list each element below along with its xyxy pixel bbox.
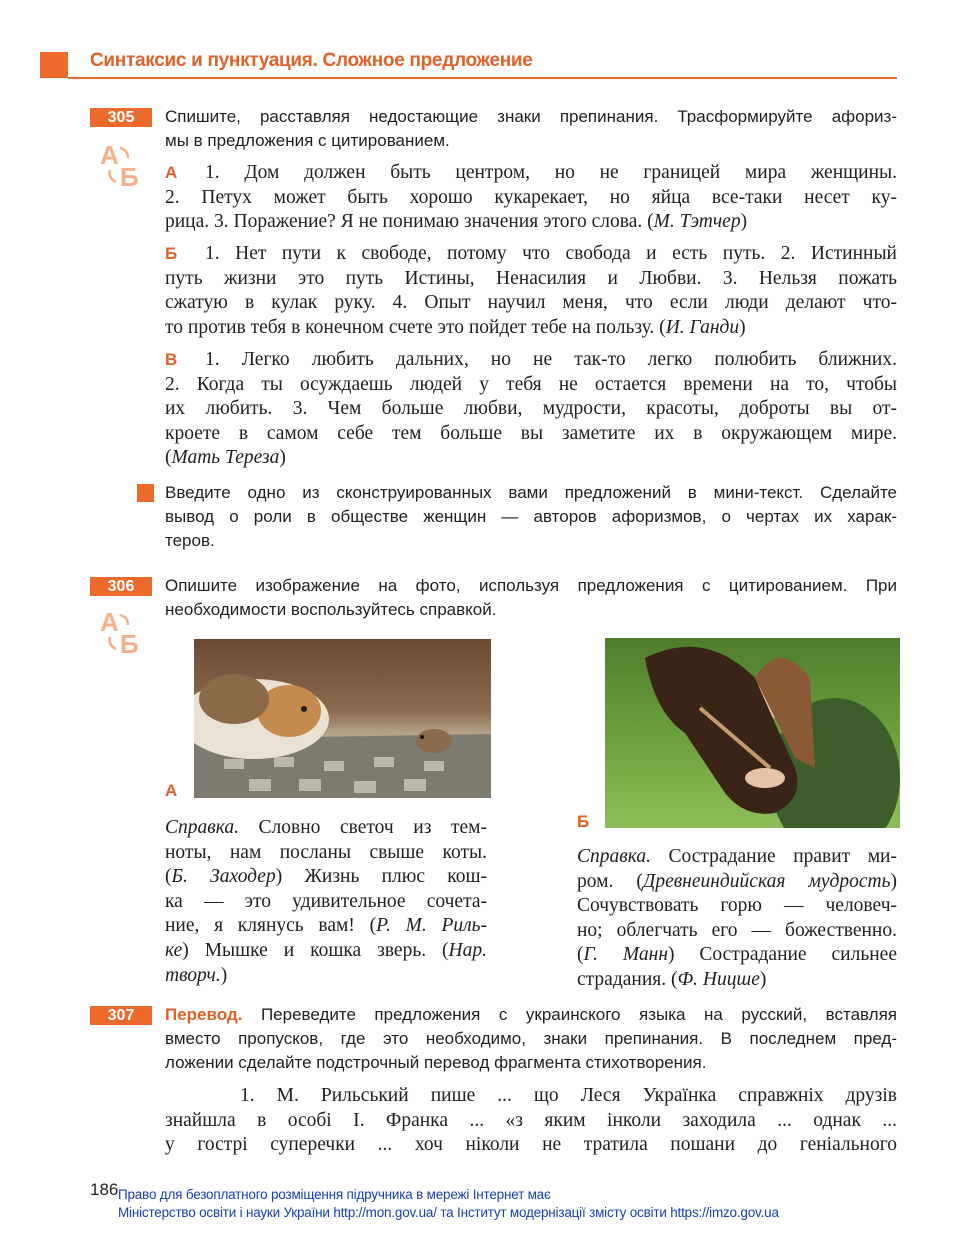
text-segment: ) bbox=[739, 316, 746, 338]
text-segment: у гострі суперечки ... хоч ніколи не тратила пошани до геніального bbox=[165, 1134, 897, 1156]
text-segment: Р. М. Риль- bbox=[376, 915, 487, 937]
text-segment: ) bbox=[220, 964, 228, 986]
text-line bbox=[165, 446, 897, 471]
photo-girl-with-horse bbox=[605, 638, 900, 828]
text-segment: Словно светоч из тем- bbox=[238, 817, 487, 838]
text-line bbox=[165, 210, 897, 235]
text-segment: ) bbox=[279, 447, 286, 469]
extra-task-marker bbox=[137, 484, 154, 502]
text-line bbox=[165, 529, 897, 553]
text-segment: ) bbox=[890, 870, 897, 892]
text-line bbox=[165, 914, 487, 939]
text-segment: вместо пропусков, где это необходимо, знаки препинания. В последнем пред- bbox=[165, 1029, 897, 1048]
text-line bbox=[165, 598, 897, 622]
text-line bbox=[577, 919, 897, 944]
text-line bbox=[165, 186, 897, 211]
text-line bbox=[165, 267, 897, 292]
text-line bbox=[165, 397, 897, 422]
text-line bbox=[165, 105, 897, 129]
text-segment: сжатую в кулак руку. 4. Опыт научил меня, что если люди делают что- bbox=[165, 292, 897, 314]
text-segment: 1. Нет пути к свободе, потому что свобода и есть путь. 2. Истинный bbox=[205, 243, 897, 264]
chapter-title: Синтаксис и пунктуация. Сложное предложение bbox=[90, 50, 533, 71]
text-segment: кроете в самом себе тем больше вы заметите их в окружающем мире. bbox=[165, 422, 897, 444]
text-segment: ( bbox=[165, 866, 172, 888]
text-line bbox=[165, 373, 897, 398]
text-segment: Справка. bbox=[165, 817, 239, 838]
text-segment: ( bbox=[577, 944, 584, 966]
text-segment: ложении сделайте подстрочный перевод фрагмента стихотворения. bbox=[165, 1053, 707, 1072]
text-segment: путь жизни это путь Истины, Ненасилия и Любви. 3. Нельзя пожать bbox=[165, 267, 897, 289]
text-line bbox=[165, 1109, 897, 1134]
text-line bbox=[165, 291, 897, 316]
ab-icon-letter-a: А bbox=[100, 140, 119, 170]
text-segment: их любить. 3. Чем больше любви, мудрости, красоты, доброты вы от- bbox=[165, 398, 897, 420]
text-line bbox=[165, 242, 897, 267]
extra-task bbox=[165, 481, 897, 553]
text-segment: ) bbox=[759, 968, 767, 990]
text-segment: Б. Заходер bbox=[171, 866, 276, 888]
page-number: 186 bbox=[90, 1180, 119, 1199]
text-line bbox=[165, 1051, 897, 1075]
text-segment: ка — это удивительное сочета- bbox=[165, 890, 487, 912]
text-line bbox=[165, 129, 897, 153]
exercise-number-307: 307 bbox=[90, 1006, 152, 1025]
text-line bbox=[165, 841, 487, 866]
text-segment: страдания. ( bbox=[577, 968, 678, 990]
text-line bbox=[165, 316, 897, 341]
text-segment: Сострадание правит ми- bbox=[650, 846, 897, 867]
ab-icon-letter-b: Б bbox=[120, 162, 139, 190]
group-v-text bbox=[165, 348, 897, 471]
photo-a-caption bbox=[165, 816, 487, 988]
text-line bbox=[577, 870, 897, 895]
text-line bbox=[165, 939, 487, 964]
text-line bbox=[165, 1133, 897, 1158]
text-segment: ) Жизнь плюс кош- bbox=[275, 866, 487, 888]
text-line bbox=[577, 845, 897, 870]
text-line bbox=[165, 1003, 897, 1027]
group-b-text bbox=[165, 242, 897, 340]
photo-cat-and-mouse bbox=[194, 639, 491, 798]
group-a-text bbox=[165, 161, 897, 235]
text-segment: ноты, нам посланы свыше коты. bbox=[165, 841, 487, 863]
group-b-letter: Б bbox=[165, 244, 178, 263]
text-line bbox=[165, 890, 487, 915]
text-segment: ) Мышке и кошка зверь. ( bbox=[182, 939, 449, 961]
exercise-307-text bbox=[165, 1084, 897, 1158]
text-segment: вывод о роли в обществе женщин — авторов афоризмов, о чертах их харак- bbox=[165, 507, 897, 526]
text-line bbox=[165, 422, 897, 447]
group-a bbox=[165, 161, 897, 235]
text-segment: ) Сострадание сильнее bbox=[668, 944, 897, 966]
text-segment: Спишите, расставляя недостающие знаки препинания. Трасформируйте афориз- bbox=[165, 107, 897, 126]
text-line bbox=[165, 865, 487, 890]
text-segment: М. Тэтчер bbox=[653, 211, 741, 233]
text-line bbox=[577, 943, 897, 968]
text-line bbox=[577, 894, 897, 919]
text-segment: Введите одно из сконструированных вами предложений в мини-текст. Сделайте bbox=[165, 483, 897, 502]
photo-b-caption bbox=[577, 845, 897, 993]
group-v bbox=[165, 348, 897, 471]
text-segment: Г. Манн bbox=[583, 944, 668, 966]
group-v-letter: В bbox=[165, 350, 178, 369]
text-segment: Нар. bbox=[448, 939, 487, 961]
text-line bbox=[165, 1084, 897, 1109]
text-segment: ние, я клянусь вам! ( bbox=[165, 915, 377, 937]
text-line bbox=[165, 574, 897, 598]
exercise-307-task bbox=[165, 1003, 897, 1075]
text-segment: И. Ганди bbox=[665, 316, 740, 338]
text-segment: рица. 3. Поражение? Я не понимаю значения этого слова. ( bbox=[165, 211, 654, 233]
footer-notice bbox=[118, 1186, 779, 1222]
photo-a-label: А bbox=[165, 781, 178, 800]
exercise-number-305: 305 bbox=[90, 108, 152, 127]
text-line bbox=[165, 1027, 897, 1051]
text-segment: 2. Когда ты осуждаешь людей у тебя не остается времени на то, чтобы bbox=[165, 373, 897, 395]
text-line bbox=[165, 816, 487, 841]
text-line bbox=[165, 481, 897, 505]
text-line bbox=[577, 968, 897, 993]
chapter-marker bbox=[40, 52, 68, 78]
text-segment: Перевод. bbox=[165, 1005, 243, 1024]
exercise-306-task bbox=[165, 574, 897, 622]
text-segment: то против тебя в конечном счете это пойдет тебе на пользу. ( bbox=[165, 316, 666, 338]
text-segment: Опишите изображение на фото, используя предложения с цитированием. При bbox=[165, 576, 897, 595]
text-segment: 2. Петух может быть хорошо кукарекает, но яйца все-таки несет ку- bbox=[165, 186, 897, 208]
ab-icon bbox=[98, 140, 148, 190]
exercise-number-306: 306 bbox=[90, 577, 152, 596]
photo-b-label: Б bbox=[577, 812, 590, 831]
text-line bbox=[165, 964, 487, 989]
group-a-letter: А bbox=[165, 163, 178, 182]
text-segment: 1. Дом должен быть центром, но не границей мира женщины. bbox=[205, 162, 897, 183]
text-segment: Сочувствовать горю — человеч- bbox=[577, 895, 897, 917]
text-segment: Древнеиндийская мудрость bbox=[642, 870, 891, 892]
text-segment: мы в предложения с цитированием. bbox=[165, 131, 450, 150]
footer-line-1: Право для безоплатного розміщення підручника в мережі Інтернет має bbox=[118, 1187, 551, 1202]
ab-icon bbox=[98, 607, 148, 657]
text-line bbox=[165, 505, 897, 529]
text-segment: 1. М. Рильський пише ... що Леся Українка справжніх друзів bbox=[240, 1085, 897, 1106]
header-divider bbox=[68, 77, 897, 79]
text-segment: знайшла в особі І. Франка ... «з яким інколи заходила ... однак ... bbox=[165, 1109, 897, 1131]
text-line bbox=[165, 348, 897, 373]
text-segment: необходимости воспользуйтесь справкой. bbox=[165, 600, 497, 619]
ab-icon-letter-a: А bbox=[100, 607, 119, 637]
group-b bbox=[165, 242, 897, 340]
text-segment: Переведите предложения с украинского языка на русский, вставляя bbox=[242, 1005, 897, 1024]
text-segment: ) bbox=[740, 211, 748, 233]
text-segment: теров. bbox=[165, 531, 215, 550]
text-segment: Справка. bbox=[577, 846, 651, 867]
text-segment: 1. Легко любить дальних, но не так-то легко полюбить ближних. bbox=[205, 349, 897, 370]
exercise-305-task bbox=[165, 105, 897, 153]
footer-line-2: Міністерство освіти і науки України http://mon.gov.ua/ та Інститут модернізації змісту освіти https://imzo.gov.ua bbox=[118, 1205, 779, 1220]
text-segment: творч. bbox=[165, 964, 221, 986]
ab-icon-letter-b: Б bbox=[120, 629, 139, 657]
text-segment: Ф. Ницше bbox=[677, 968, 760, 990]
text-segment: Мать Тереза bbox=[171, 447, 280, 469]
text-segment: но; облегчать его — божественно. bbox=[577, 919, 897, 941]
text-segment: ке bbox=[165, 939, 183, 961]
text-segment: ( bbox=[165, 447, 172, 469]
text-line bbox=[165, 161, 897, 186]
text-segment: ром. ( bbox=[577, 870, 643, 892]
